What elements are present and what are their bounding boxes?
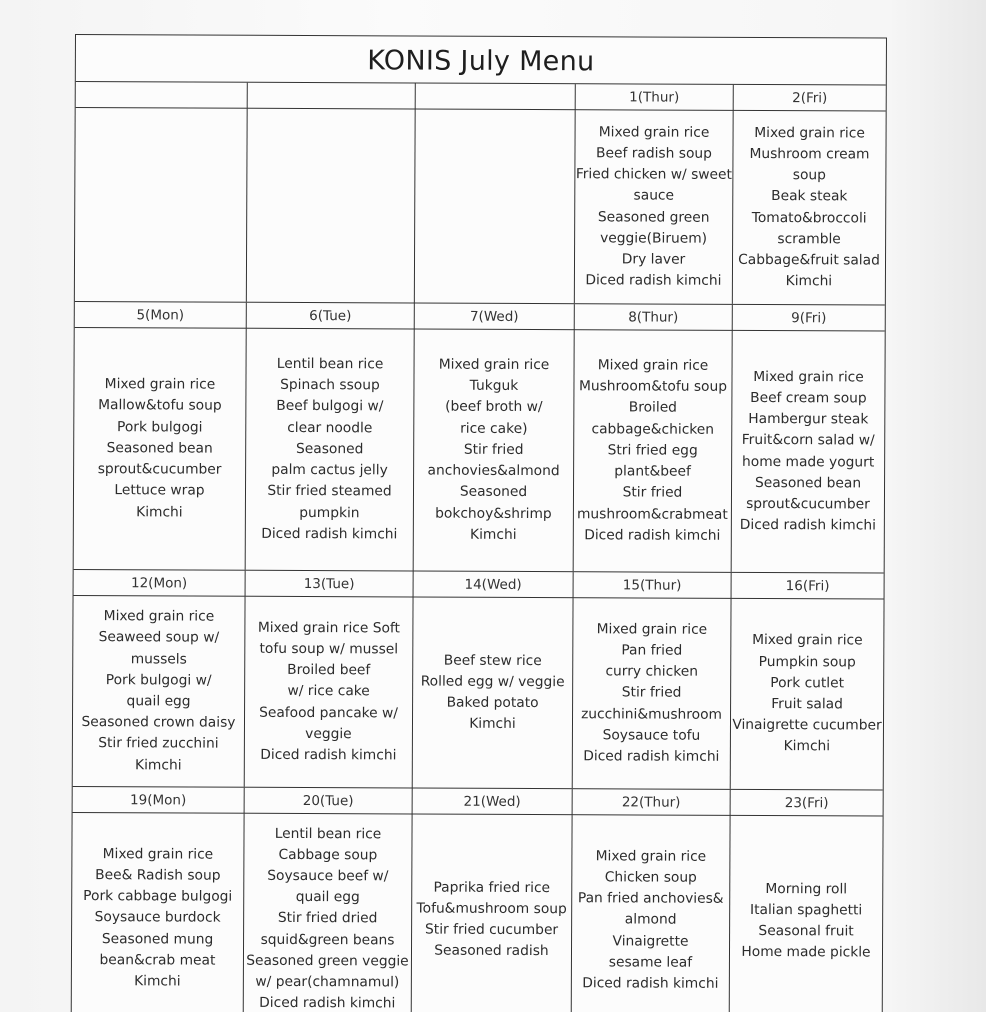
menu-item: Broiled	[628, 399, 678, 417]
week-2-header	[75, 302, 885, 332]
day-menu-cell	[733, 111, 886, 305]
menu-item: Mixed grain rice	[102, 845, 214, 863]
menu-item: Rolled egg w/ veggie	[420, 673, 565, 690]
menu-item: quail egg	[295, 889, 360, 906]
day-menu-cell	[247, 109, 416, 303]
menu-item: Pork cutlet	[770, 674, 845, 692]
day-header: 2(Fri)	[792, 90, 828, 107]
menu-item: Home made pickle	[741, 944, 871, 961]
menu-item: cabbage&chicken	[591, 420, 715, 438]
menu-item: Vinaigrette	[612, 932, 689, 950]
day-menu-cell	[415, 109, 576, 303]
day-menu-cell	[245, 597, 414, 788]
day-menu-cell	[572, 815, 731, 1012]
menu-item: Soysauce beef w/	[267, 867, 389, 885]
menu-title: KONIS July Menu	[76, 35, 886, 86]
menu-item: Seasoned mung	[101, 930, 214, 948]
day-header: 7(Wed)	[415, 303, 575, 330]
menu-item: Seasoned green	[597, 208, 710, 226]
menu-item: Morning roll	[765, 880, 848, 897]
menu-item: Diced radish kimchi	[582, 975, 719, 992]
day-menu-cell	[414, 329, 575, 571]
menu-item: Mushroom&tofu soup	[578, 378, 728, 396]
menu-item: Seasoned crown daisy	[81, 714, 236, 731]
menu-item: Hambergur steak	[748, 411, 869, 428]
menu-item: Broiled beef	[287, 662, 371, 679]
menu-item: Mixed grain rice	[597, 357, 709, 374]
menu-item: Diced radish kimchi	[585, 272, 722, 289]
day-header: 1(Thur)	[576, 84, 734, 111]
menu-item: w/ pear(chamnamul)	[255, 973, 400, 991]
menu-item: Pan fried	[621, 642, 683, 659]
menu-item: Tofu&mushroom soup	[416, 900, 567, 917]
day-header: 5(Mon)	[75, 302, 247, 329]
menu-item: Chicken soup	[604, 869, 697, 886]
menu-item: Stir fried	[463, 441, 524, 458]
day-menu-cell	[575, 110, 734, 304]
day-header	[76, 82, 248, 109]
menu-item: clear noodle	[287, 419, 373, 436]
menu-item: Fruit&corn salad w/	[741, 432, 875, 449]
menu-item: Pumpkin soup	[758, 653, 856, 671]
menu-item: Stir fried steamed	[267, 483, 392, 500]
menu-item: Kimchi	[135, 756, 182, 774]
menu-item: Seasoned	[295, 440, 364, 458]
menu-item: Lentil bean rice	[276, 355, 384, 373]
menu-item: mussels	[130, 650, 187, 668]
day-menu-cell	[75, 108, 248, 302]
day-header: 12(Mon)	[74, 570, 246, 597]
menu-item: curry chicken	[605, 663, 698, 680]
day-menu-cell	[244, 814, 413, 1012]
menu-item: Spinach ssoup	[280, 377, 380, 394]
menu-item: plant&beef	[614, 463, 691, 480]
day-header: 14(Wed)	[414, 571, 574, 598]
menu-item: Seasoned green veggie	[246, 952, 409, 970]
week-4-body	[72, 813, 883, 1012]
menu-item: Diced radish kimchi	[584, 526, 721, 544]
menu-item: Seasoned bean	[754, 474, 862, 492]
day-menu-cell	[74, 328, 247, 570]
day-menu-cell	[73, 596, 246, 787]
menu-item: Mixed grain rice	[103, 608, 215, 625]
menu-item: Diced radish kimchi	[583, 748, 720, 765]
menu-item: Mixed grain rice	[753, 368, 864, 386]
menu-item: Vinaigrette cucumber	[732, 717, 882, 734]
menu-item: sprout&cucumber	[746, 495, 870, 513]
menu-item: palm cactus jelly	[271, 461, 388, 479]
menu-item: w/ rice cake	[287, 683, 370, 700]
day-header: 9(Fri)	[791, 310, 827, 327]
menu-item: Stir fried dried	[277, 910, 378, 927]
menu-item: Mixed grain rice	[754, 124, 865, 142]
menu-item: Mixed grain rice	[752, 632, 863, 649]
week-1-body	[75, 108, 886, 306]
menu-item: Stir fried	[621, 684, 682, 702]
menu-item: Mixed grain rice	[598, 123, 710, 141]
menu-item: tofu soup w/ mussel	[259, 640, 399, 658]
day-header: 22(Thur)	[573, 789, 731, 816]
day-header: 15(Thur)	[574, 572, 732, 599]
day-menu-cell	[246, 329, 415, 571]
menu-item: veggie	[305, 725, 352, 743]
day-header	[416, 83, 576, 110]
menu-item: Mixed grain rice	[104, 376, 216, 393]
day-menu-cell	[412, 814, 573, 1012]
menu-item: Kimchi	[783, 738, 831, 755]
day-header: 8(Thur)	[575, 304, 733, 331]
menu-item: soup	[792, 167, 826, 184]
menu-item: veggie(Biruem)	[600, 229, 708, 247]
menu-item: Beak steak	[771, 188, 848, 205]
menu-item: Pan fried anchovies&	[577, 890, 724, 908]
week-3-header	[74, 570, 884, 600]
menu-item: Lentil bean rice	[274, 825, 382, 842]
menu-item: Pork bulgogi	[117, 418, 203, 436]
day-menu-cell	[413, 597, 574, 788]
menu-item: Fruit salad	[771, 696, 843, 713]
day-menu-cell	[732, 331, 885, 573]
menu-item: Stir fried	[622, 484, 683, 501]
menu-item: Beef radish soup	[596, 145, 712, 162]
menu-table	[71, 34, 887, 1012]
menu-item: Diced radish kimchi	[261, 525, 398, 543]
menu-item: Beef stew rice	[443, 652, 542, 669]
day-header: 23(Fri)	[784, 795, 829, 812]
menu-item: quail egg	[126, 693, 191, 710]
day-header	[248, 83, 416, 110]
menu-item: Soysauce tofu	[602, 727, 701, 744]
day-menu-cell	[574, 330, 733, 572]
menu-item: Dry laver	[621, 251, 686, 268]
menu-item: Tukguk	[469, 378, 519, 395]
menu-item: Diced radish kimchi	[739, 517, 876, 534]
menu-item: sprout&cucumber	[97, 461, 222, 478]
menu-item: Beef cream soup	[750, 389, 867, 407]
menu-item: almond	[624, 911, 677, 929]
day-header: 6(Tue)	[247, 303, 415, 330]
menu-item: Seasoned bean	[106, 440, 213, 457]
menu-item: mushroom&crabmeat	[576, 505, 728, 523]
menu-item: Italian spaghetti	[750, 901, 863, 919]
menu-item: Bee& Radish soup	[95, 867, 221, 884]
menu-item: Fried chicken w/ sweet	[575, 166, 732, 183]
menu-item: Pork bulgogi w/	[105, 671, 212, 689]
menu-item: Stir fried zucchini	[98, 735, 219, 753]
menu-item: Kimchi	[134, 973, 181, 990]
menu-item: scramble	[777, 230, 841, 248]
menu-item: Kimchi	[470, 526, 517, 543]
menu-item: Kimchi	[785, 273, 833, 290]
menu-item: bokchoy&shrimp	[435, 505, 552, 522]
menu-item: Diced radish kimchi	[259, 995, 396, 1012]
menu-item: Beef bulgogi w/	[276, 398, 384, 415]
menu-item: Seasoned	[459, 483, 528, 501]
menu-item: Baked potato	[446, 694, 539, 712]
menu-item: Seasonal fruit	[758, 922, 854, 940]
menu-item: sauce	[633, 187, 675, 204]
menu-item: Cabbage soup	[278, 846, 378, 864]
day-menu-cell	[731, 599, 884, 790]
menu-item: Pork cabbage bulgogi	[83, 888, 233, 905]
week-4-header	[73, 787, 883, 817]
week-1-header	[76, 82, 886, 112]
menu-item: Mixed grain rice	[595, 848, 707, 865]
menu-item: zucchini&mushroom	[581, 705, 723, 723]
menu-item: Mixed grain rice	[438, 356, 550, 374]
day-header: 13(Tue)	[246, 571, 414, 598]
menu-item: Seasoned radish	[434, 942, 549, 960]
week-2-body	[74, 328, 885, 574]
menu-item: Mallow&tofu soup	[98, 397, 222, 415]
menu-item: squid&green beans	[260, 931, 395, 948]
menu-item: Mixed grain rice	[596, 621, 708, 638]
menu-item: (beef broth w/	[445, 399, 543, 416]
menu-item: Paprika fried rice	[433, 879, 551, 896]
day-header: 21(Wed)	[413, 788, 573, 815]
menu-item: Stri fried egg	[607, 442, 698, 459]
menu-item: Diced radish kimchi	[260, 746, 397, 764]
menu-item: Mixed grain rice Soft	[257, 619, 401, 637]
menu-item: anchovies&almond	[427, 462, 560, 480]
menu-item: pumpkin	[299, 504, 360, 521]
menu-item: Seafood pancake w/	[259, 704, 399, 722]
menu-item: Mushroom cream	[749, 145, 870, 163]
menu-item: bean&crab meat	[99, 951, 216, 969]
day-header: 19(Mon)	[73, 787, 245, 814]
day-menu-cell	[730, 816, 883, 1012]
menu-item: Kimchi	[136, 503, 183, 520]
menu-item: Stir fried cucumber	[425, 921, 559, 939]
day-menu-cell	[72, 813, 245, 1012]
menu-item: Tomato&broccoli	[751, 209, 867, 226]
menu-item: Soysauce burdock	[94, 909, 221, 927]
menu-item: Kimchi	[469, 715, 516, 733]
menu-item: home made yogurt	[741, 453, 875, 470]
menu-item: sesame leaf	[608, 954, 693, 971]
day-header: 20(Tue)	[245, 788, 413, 815]
day-menu-cell	[573, 598, 732, 789]
menu-item: Lettuce wrap	[114, 482, 205, 499]
day-header: 16(Fri)	[785, 578, 830, 595]
menu-item: rice cake)	[460, 420, 528, 437]
menu-item: Cabbage&fruit salad	[738, 251, 880, 269]
week-3-body	[73, 596, 884, 791]
menu-item: Seaweed soup w/	[98, 629, 220, 647]
